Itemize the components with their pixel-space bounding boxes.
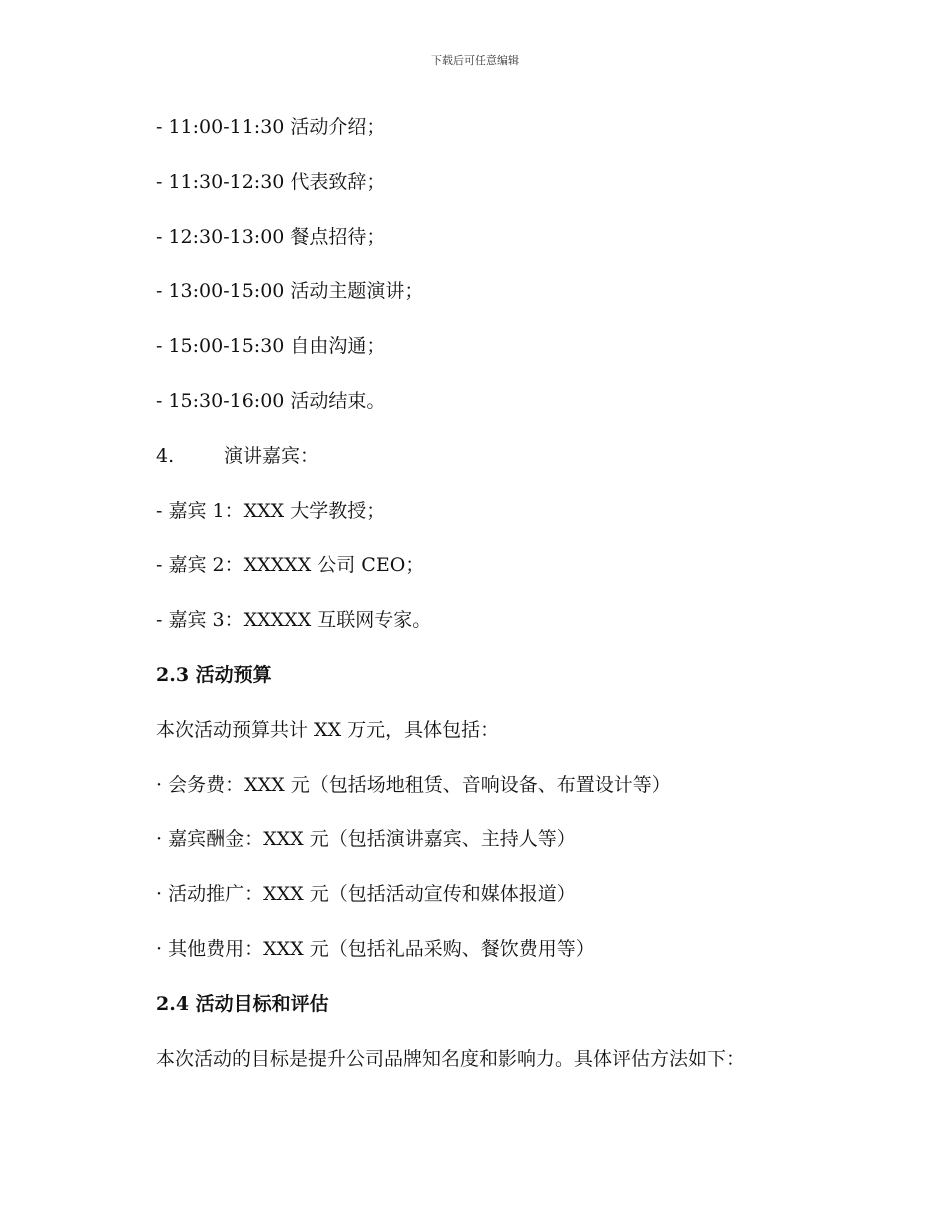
schedule-item: - 11:00-11:30 活动介绍； xyxy=(156,116,386,138)
schedule-item: - 11:30-12:30 代表致辞； xyxy=(156,170,386,193)
budget-item: · 活动推广：XXX 元（包括活动宣传和媒体报道） xyxy=(156,883,576,906)
speaker-item: - 嘉宾 3：XXXXX 互联网专家。 xyxy=(156,609,432,632)
budget-intro: 本次活动预算共计 XX 万元，具体包括： xyxy=(156,718,500,741)
list-number: 4. xyxy=(156,444,175,467)
budget-item: · 嘉宾酬金：XXX 元（包括演讲嘉宾、主持人等） xyxy=(156,828,576,851)
document-body xyxy=(156,113,856,1099)
schedule-item: - 15:30-16:00 活动结束。 xyxy=(156,389,386,412)
budget-item: · 会务费：XXX 元（包括场地租赁、音响设备、布置设计等） xyxy=(156,773,671,796)
schedule-item: - 12:30-13:00 餐点招待； xyxy=(156,225,386,248)
goals-heading: 2.4 活动目标和评估 xyxy=(156,992,329,1015)
schedule-item: - 15:00-15:30 自由沟通； xyxy=(156,335,386,358)
speaker-item: - 嘉宾 1：XXX 大学教授； xyxy=(156,499,386,522)
schedule-item: - 13:00-15:00 活动主题演讲； xyxy=(156,280,424,303)
budget-heading: 2.3 活动预算 xyxy=(156,663,272,686)
goals-intro: 本次活动的目标是提升公司品牌知名度和影响力。具体评估方法如下： xyxy=(156,1047,746,1070)
speaker-item: - 嘉宾 2：XXXXX 公司 CEO； xyxy=(156,554,425,577)
budget-item: · 其他费用：XXX 元（包括礼品采购、餐饮费用等） xyxy=(156,937,595,960)
speakers-title: 演讲嘉宾： xyxy=(224,444,320,467)
page-header: 下载后可任意编辑 xyxy=(431,54,519,67)
speakers-heading xyxy=(156,442,856,497)
